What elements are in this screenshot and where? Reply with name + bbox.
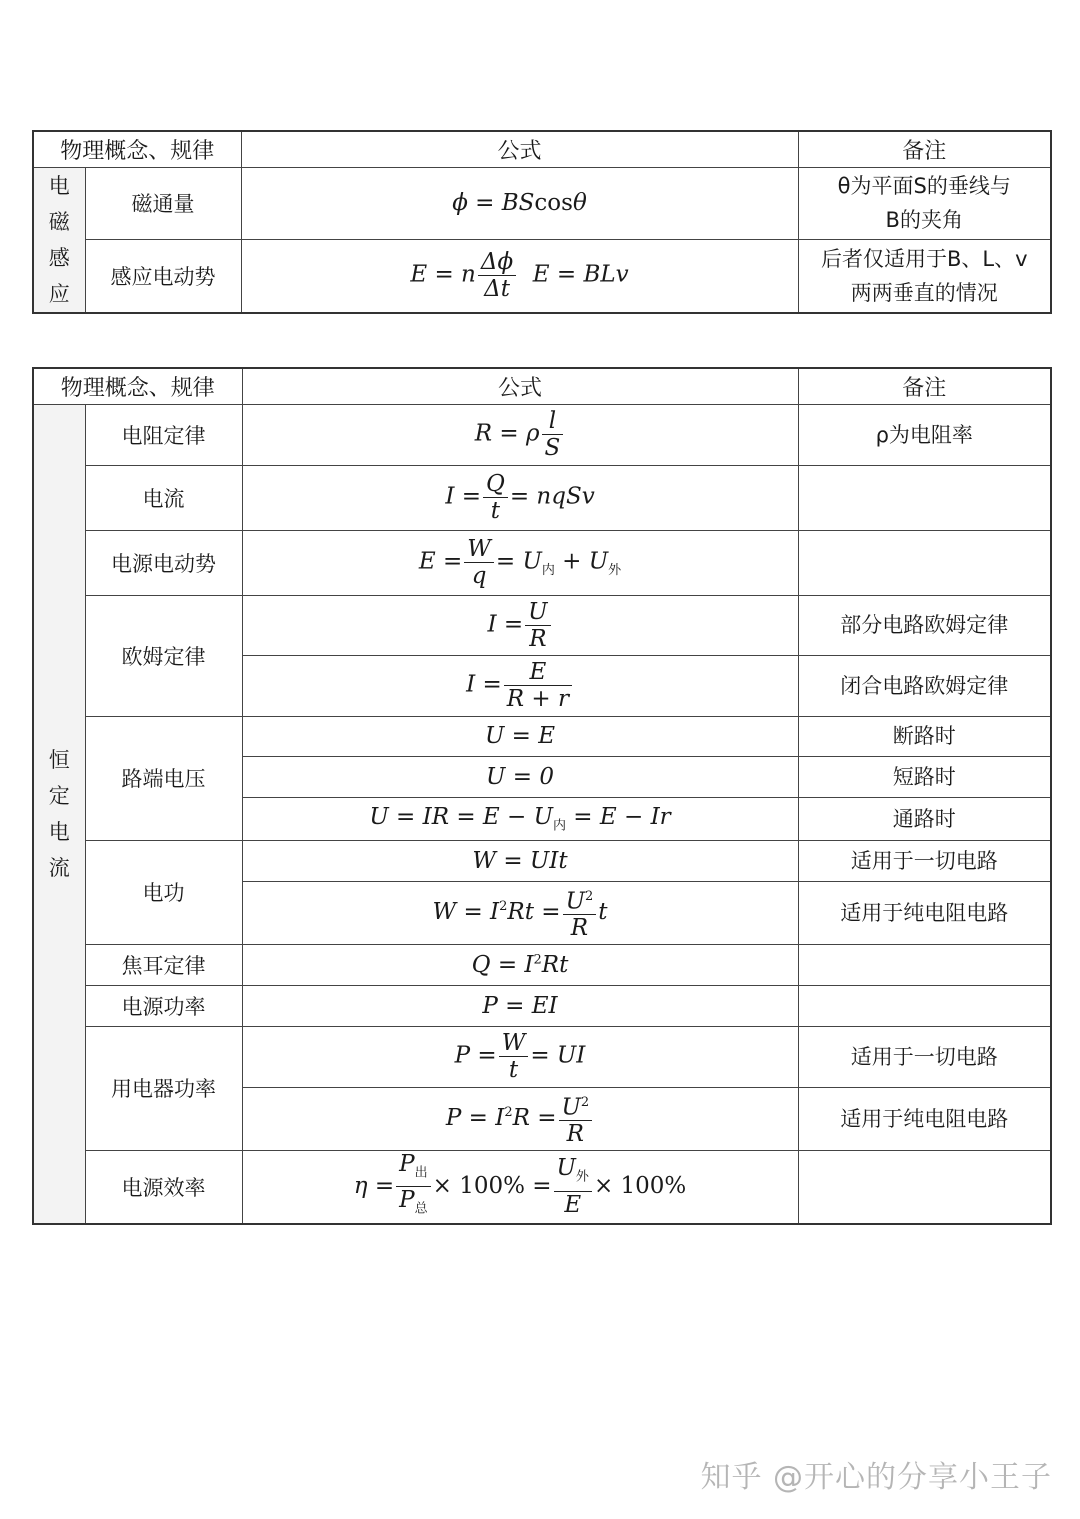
concept-induced-emf: 感应电动势 — [85, 240, 241, 313]
concept-electric-work: 电功 — [85, 840, 242, 944]
note-open-circuit: 断路时 — [798, 716, 1051, 756]
note-source-emf-empty — [798, 530, 1051, 595]
concept-ohm-law: 欧姆定律 — [85, 595, 242, 716]
concept-source-emf: 电源电动势 — [85, 530, 242, 595]
constant-current-table — [32, 367, 1052, 1225]
formula-closed-circuit: U = IR = $E - U_内 = E - Ir$ — [242, 797, 798, 840]
header-concept: 物理概念、规律 — [33, 368, 242, 404]
formula-induced-emf: E = n $\frac{\Delta\phi}{\Delta t}$ E = BLv — [241, 240, 798, 313]
note-closed-circuit: 通路时 — [798, 797, 1051, 840]
category-constant-current: 恒 定 电 流 — [33, 404, 85, 1224]
concept-source-efficiency: 电源效率 — [85, 1150, 242, 1224]
formula-ohm-closed: I = $\frac{E}{R + r}$ — [242, 655, 798, 716]
formula-source-efficiency: η = $\frac{P_出}{P_总}$ × 100% = $\frac{U_外}{E}$ × 100% — [242, 1150, 798, 1224]
note-induced-emf: 后者仅适用于B、L、v 两两垂直的情况 — [798, 240, 1051, 313]
concept-source-power: 电源功率 — [85, 985, 242, 1026]
header-note: 备注 — [798, 368, 1051, 404]
formula-open-circuit: U = E — [242, 716, 798, 756]
formula-ohm-part: I = $\frac{U}{R}$ — [242, 595, 798, 655]
formula-device-power-all: P = $\frac{W}{t}$ = UI — [242, 1026, 798, 1087]
formula-resistance-law: R = ρ $\frac{l}{S}$ — [242, 404, 798, 465]
note-joule-empty — [798, 944, 1051, 985]
formula-magnetic-flux: ϕ = BScosθ — [241, 167, 798, 240]
concept-magnetic-flux: 磁通量 — [85, 167, 241, 240]
note-resistivity: ρ为电阻率 — [798, 404, 1051, 465]
concept-resistance-law: 电阻定律 — [85, 404, 242, 465]
formula-work-pure: $W = I^2Rt$ = $\frac{U^2}{R}$ t — [242, 881, 798, 944]
electromagnetic-induction-table — [32, 130, 1052, 314]
note-work-all: 适用于一切电路 — [798, 840, 1051, 881]
formula-device-power-pure: $P = I^2R$ = $\frac{U^2}{R}$ — [242, 1087, 798, 1150]
concept-current: 电流 — [85, 465, 242, 530]
formula-source-emf: E = $\frac{W}{q}$ = $U_内 + U_外$ — [242, 530, 798, 595]
concept-terminal-voltage: 路端电压 — [85, 716, 242, 840]
note-magnetic-flux: θ为平面S的垂线与 B的夹角 — [798, 167, 1051, 240]
concept-device-power: 用电器功率 — [85, 1026, 242, 1150]
concept-joule-law: 焦耳定律 — [85, 944, 242, 985]
category-electromagnetic-induction: 电 磁 感 应 — [33, 167, 85, 313]
note-short-circuit: 短路时 — [798, 756, 1051, 797]
note-efficiency-empty — [798, 1150, 1051, 1224]
note-work-pure: 适用于纯电阻电路 — [798, 881, 1051, 944]
formula-short-circuit: U = 0 — [242, 756, 798, 797]
note-current-empty — [798, 465, 1051, 530]
header-concept: 物理概念、规律 — [33, 131, 241, 167]
formula-work-all: W = UIt — [242, 840, 798, 881]
note-device-power-pure: 适用于纯电阻电路 — [798, 1087, 1051, 1150]
formula-source-power: P = EI — [242, 985, 798, 1026]
note-device-power-all: 适用于一切电路 — [798, 1026, 1051, 1087]
formula-joule-law: $Q = I^2Rt$ — [242, 944, 798, 985]
note-source-power-empty — [798, 985, 1051, 1026]
note-ohm-part: 部分电路欧姆定律 — [798, 595, 1051, 655]
formula-current: I = $\frac{Q}{t}$ = nqSv — [242, 465, 798, 530]
zhihu-watermark: 知乎 @开心的分享小王子 — [700, 1460, 1052, 1495]
header-note: 备注 — [798, 131, 1051, 167]
note-ohm-closed: 闭合电路欧姆定律 — [798, 655, 1051, 716]
header-formula: 公式 — [242, 368, 798, 404]
header-formula: 公式 — [241, 131, 798, 167]
